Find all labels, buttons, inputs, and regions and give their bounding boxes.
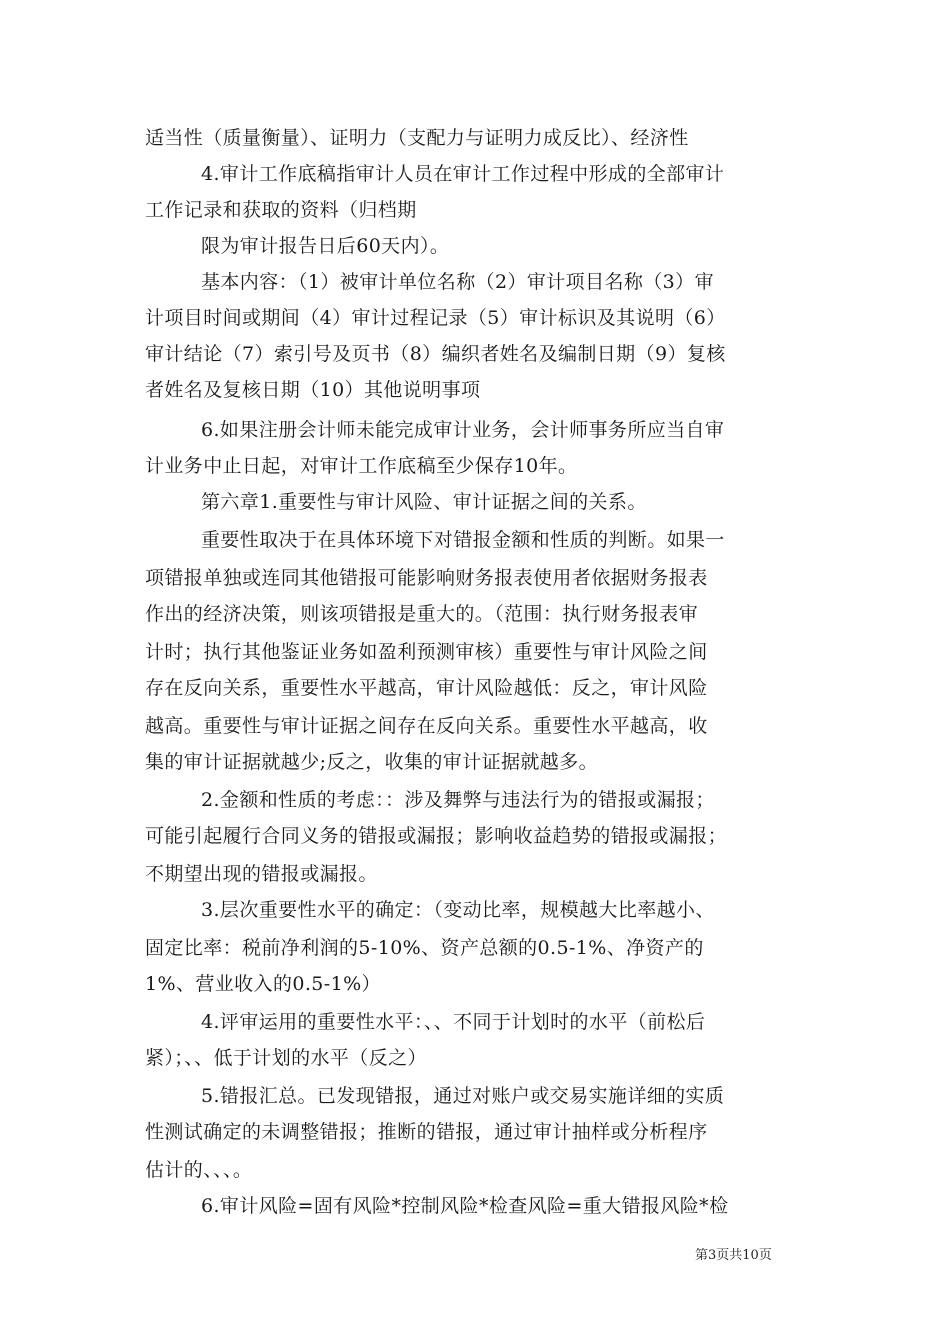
text-line: 估计的、、、。	[145, 1159, 253, 1181]
text-line: 重要性取决于在具体环境下对错报金额和性质的判断。如果一	[201, 529, 725, 551]
text-line: 基本内容：（1）被审计单位名称（2）审计项目名称（3）审	[201, 271, 714, 293]
text-line: 第六章1.重要性与审计风险、审计证据之间的关系。	[201, 491, 647, 513]
text-line: 6.如果注册会计师未能完成审计业务，会计师事务所应当自审	[201, 419, 725, 441]
text-line: 性测试确定的未调整错报；推断的错报，通过审计抽样或分析程序	[145, 1121, 708, 1143]
text-line: 1%、营业收入的0.5-1%）	[145, 973, 381, 995]
text-line: 工作记录和获取的资料（归档期	[145, 199, 417, 221]
text-line: 计项目时间或期间（4）审计过程记录（5）审计标识及其说明（6）	[145, 307, 726, 329]
text-line: 项错报单独或连同其他错报可能影响财务报表使用者依据财务报表	[145, 567, 708, 589]
text-line: 4.评审运用的重要性水平：、、不同于计划时的水平（前松后	[201, 1011, 706, 1033]
text-line: 适当性（质量衡量）、证明力（支配力与证明力成反比）、经济性	[145, 127, 689, 149]
text-line: 集的审计证据就越少;反之，收集的审计证据就越多。	[145, 751, 599, 773]
text-line: 可能引起履行合同义务的错报或漏报；影响收益趋势的错报或漏报；	[145, 825, 728, 847]
text-line: 6.审计风险=固有风险*控制风险*检查风险=重大错报风险*检	[201, 1195, 729, 1217]
text-line: 计业务中止日起，对审计工作底稿至少保存10年。	[145, 455, 578, 477]
page-number-footer: 第3页共10页	[695, 1248, 772, 1263]
text-line: 2.金额和性质的考虑：：涉及舞弊与违法行为的错报或漏报；	[201, 789, 715, 811]
text-line: 不期望出现的错报或漏报。	[145, 863, 378, 885]
text-line: 5.错报汇总。已发现错报，通过对账户或交易实施详细的实质	[201, 1085, 725, 1107]
text-line: 限为审计报告日后60天内）。	[201, 235, 450, 257]
text-line: 固定比率：税前净利润的5-10%、资产总额的0.5-1%、净资产的	[145, 937, 704, 959]
text-line: 3.层次重要性水平的确定：（变动比率，规模越大比率越小、	[201, 899, 715, 921]
text-line: 计时；执行其他鉴证业务如盈利预测审核）重要性与审计风险之间	[145, 641, 708, 663]
text-line: 作出的经济决策，则该项错报是重大的。（范围：执行财务报表审	[145, 603, 699, 625]
text-line: 4.审计工作底稿指审计人员在审计工作过程中形成的全部审计	[201, 163, 725, 185]
text-line: 越高。重要性与审计证据之间存在反向关系。重要性水平越高，收	[145, 715, 708, 737]
text-line: 者姓名及复核日期（10）其他说明事项	[145, 379, 481, 401]
text-line: 紧）；、、低于计划的水平（反之）	[145, 1047, 427, 1069]
text-line: 存在反向关系，重要性水平越高，审计风险越低：反之，审计风险	[145, 677, 708, 699]
text-line: 审计结论（7）索引号及页书（8）编织者姓名及编制日期（9）复核	[145, 343, 726, 365]
